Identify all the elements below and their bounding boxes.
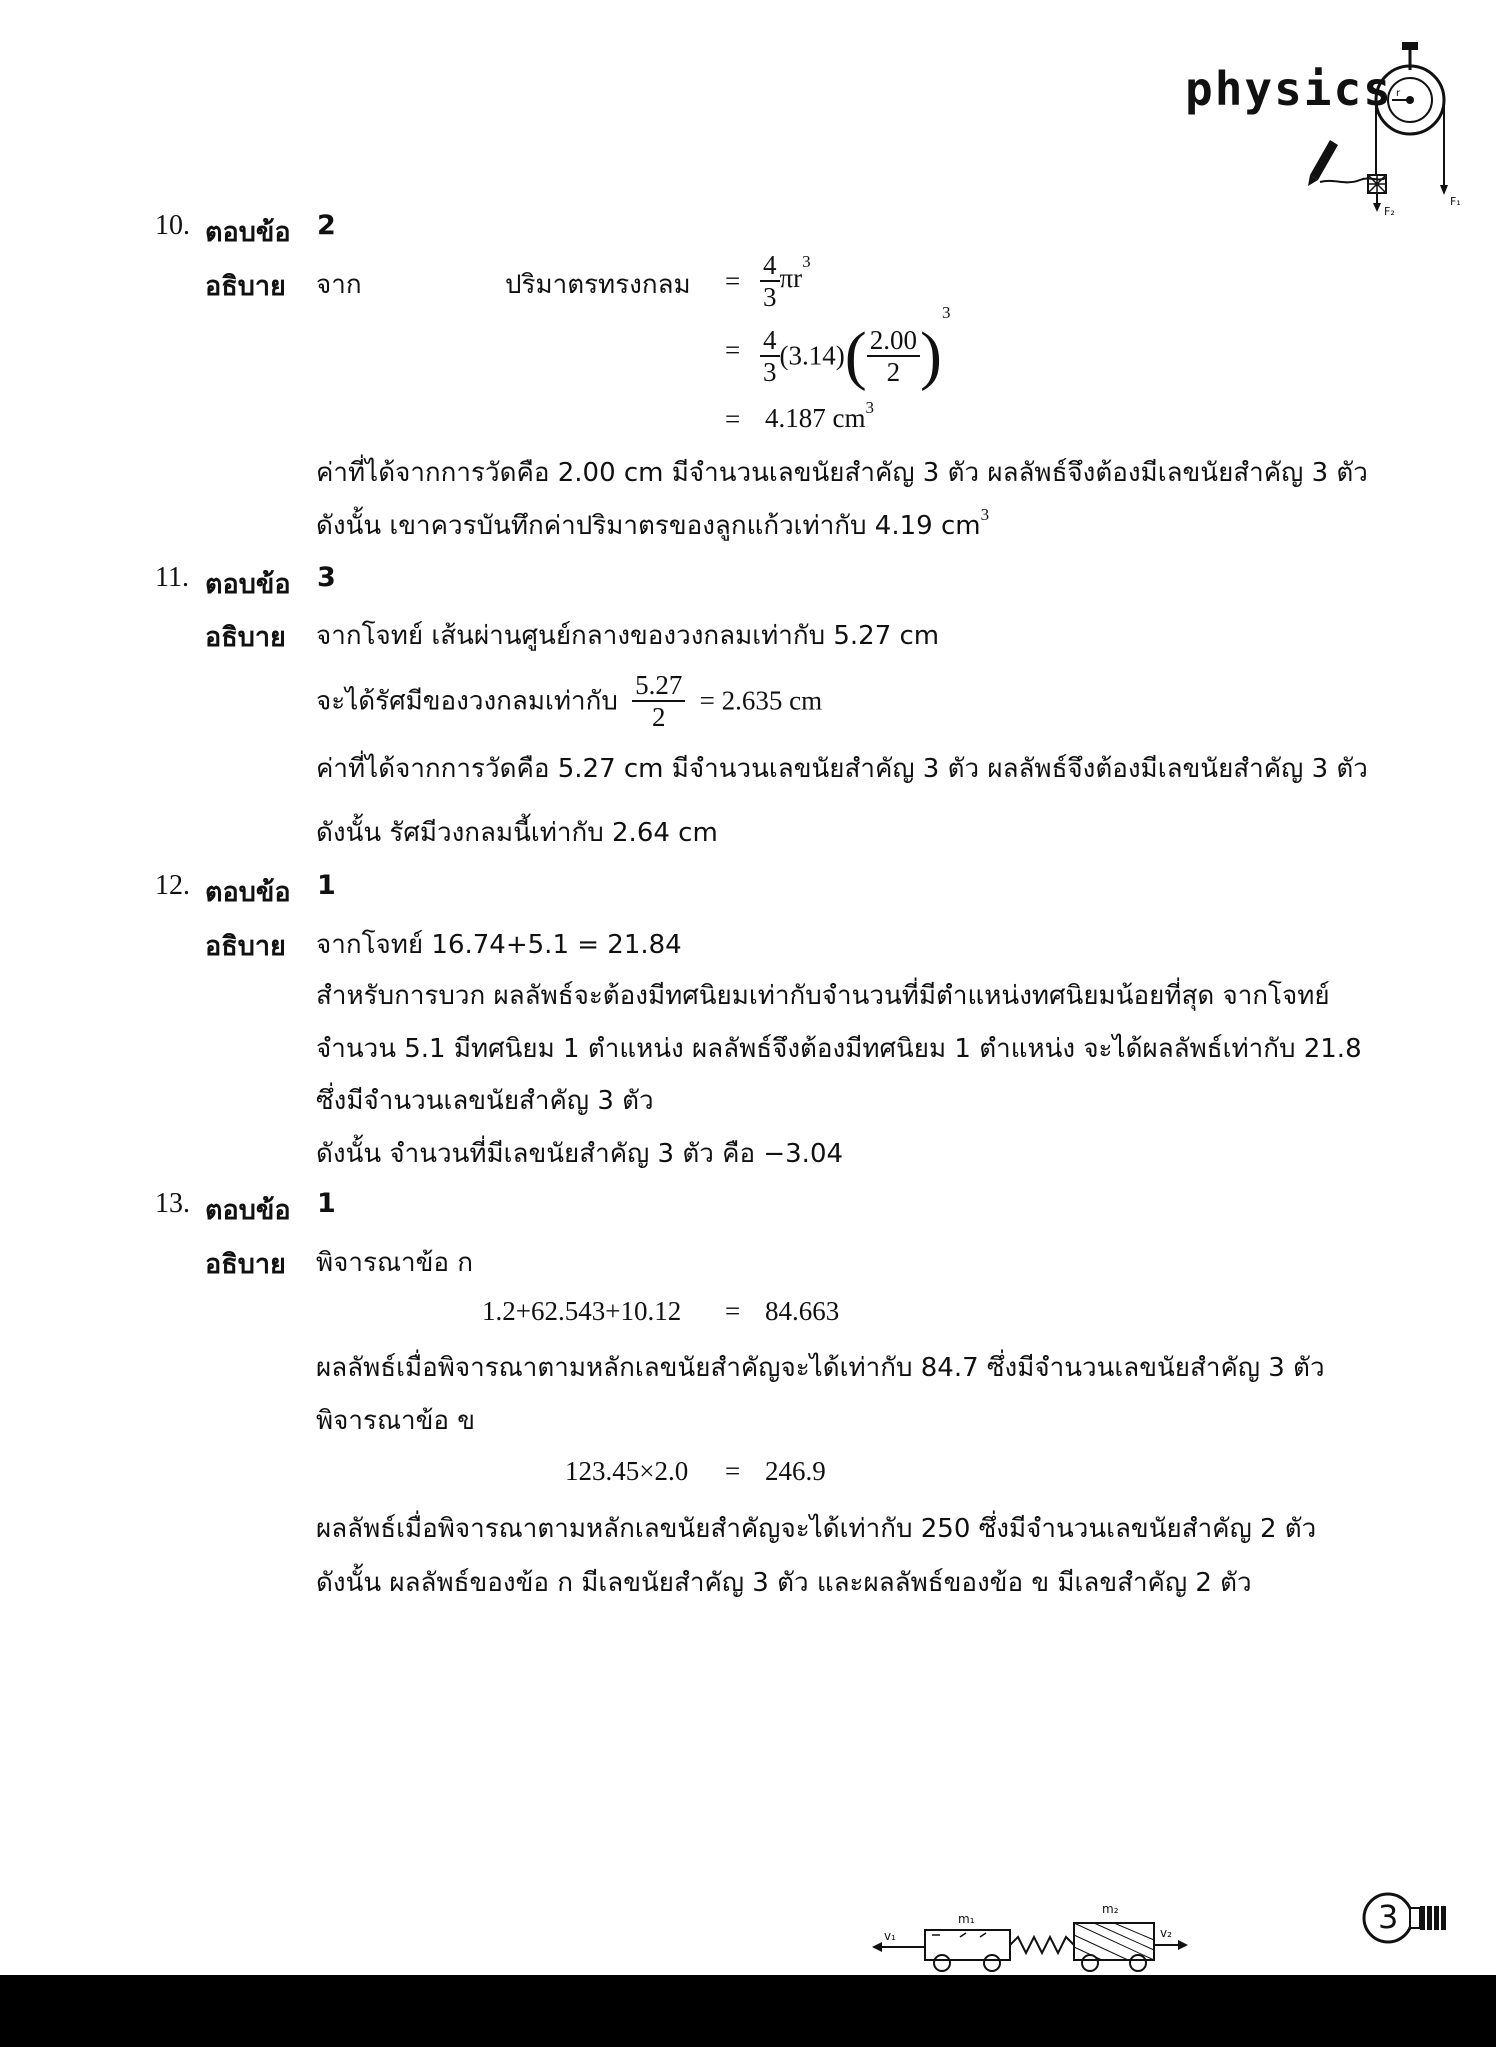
- q11-fraction: [632, 670, 685, 732]
- q11-line3: ค่าที่ได้จากการวัดคือ 5.27 cm มีจำนวนเลขนัยสำคัญ 3 ตัว ผลลัพธ์จึงต้องมีเลขนัยสำคัญ 3 ตัว: [316, 754, 1368, 784]
- q12-number: 12.: [155, 870, 190, 901]
- q11-number: 11.: [155, 562, 189, 593]
- q10-frac-den-b: 3: [763, 357, 777, 387]
- q13-number: 13.: [155, 1188, 190, 1219]
- v1-label: v₁: [884, 1929, 896, 1943]
- bottom-bar: [0, 1975, 1496, 2047]
- q11-line4: ดังนั้น รัศมีวงกลมนี้เท่ากับ 2.64 cm: [316, 818, 718, 848]
- q10-exp-1: 3: [802, 252, 811, 272]
- q13-eq1-rhs: 84.663: [765, 1296, 840, 1326]
- q10-result-value: 4.187 cm: [765, 403, 866, 433]
- q10-eq-3: =: [725, 404, 741, 434]
- pulley-r-label: r: [1396, 88, 1401, 99]
- q10-explain-label: อธิบาย: [205, 271, 286, 302]
- q10-fraction-4-3: [760, 250, 780, 312]
- q11-line2-pre: จะได้รัศมีของวงกลมเท่ากับ: [316, 686, 618, 717]
- q12-line3: จำนวน 5.1 มีทศนิยม 1 ตำแหน่ง ผลลัพธ์จึงต้องมีทศนิยม 1 ตำแหน่ง จะได้ผลลัพธ์เท่ากับ 21.8: [316, 1034, 1362, 1064]
- q11-line1: จากโจทย์ เส้นผ่านศูนย์กลางของวงกลมเท่ากับ 5.27 cm: [316, 621, 940, 651]
- q10-inner-num: 2.00: [867, 325, 920, 357]
- q13-line2: ผลลัพธ์เมื่อพิจารณาตามหลักเลขนัยสำคัญจะได้เท่ากับ 84.7 ซึ่งมีจำนวนเลขนัยสำคัญ 3 ตัว: [316, 1353, 1325, 1383]
- q10-step2: $\frac{4}{3}$ (3.14)( $\frac{2.00}{2}$ )$^3$: [760, 318, 950, 394]
- q11-frac-den: 2: [651, 702, 666, 732]
- q11-answer-label: ตอบข้อ: [205, 569, 291, 600]
- q13-line5: ดังนั้น ผลลัพธ์ของข้อ ก มีเลขนัยสำคัญ 3 ตัว และผลลัพธ์ของข้อ ข มีเลขสำคัญ 2 ตัว: [316, 1568, 1252, 1598]
- q10-exp-2: 3: [941, 303, 951, 323]
- q13-line4: ผลลัพธ์เมื่อพิจารณาตามหลักเลขนัยสำคัญจะได้เท่ากับ 250 ซึ่งมีจำนวนเลขนัยสำคัญ 2 ตัว: [316, 1514, 1317, 1544]
- q10-inner-den: 2: [886, 357, 901, 387]
- q13-line3: พิจารณาข้อ ข: [316, 1406, 476, 1436]
- m2-label: m₂: [1102, 1902, 1119, 1916]
- q11-frac-num: 5.27: [632, 670, 685, 702]
- q10-lhs: ปริมาตรทรงกลม: [505, 270, 691, 300]
- q12-answer-value: 1: [317, 870, 336, 901]
- pulley-f2-label: F₂: [1384, 205, 1395, 215]
- q10-number: 10.: [155, 210, 190, 241]
- m1-label: m₁: [958, 1912, 975, 1926]
- q10-result: [765, 398, 874, 434]
- q10-line2-exp: 3: [980, 505, 990, 525]
- q12-line4: ซึ่งมีจำนวนเลขนัยสำคัญ 3 ตัว: [316, 1086, 654, 1116]
- q10-inner-fraction: [867, 325, 920, 387]
- q10-eq-2: =: [725, 335, 741, 365]
- q13-eq1-lhs: 1.2+62.543+10.12: [482, 1296, 682, 1326]
- q10-step2-coef: (3.14): [779, 340, 845, 371]
- q10-line2: ดังนั้น เขาควรบันทึกค่าปริมาตรของลูกแก้วเท่ากับ 4.19 cm: [316, 511, 981, 541]
- v2-label: v₂: [1160, 1926, 1172, 1940]
- q11-line2: [316, 670, 822, 732]
- q11-explain-label: อธิบาย: [205, 622, 286, 653]
- q12-answer-label: ตอบข้อ: [205, 877, 291, 908]
- carts-spring-illustration: [870, 1895, 1190, 1975]
- q10-eq-1: =: [725, 266, 741, 296]
- pulley-f1-label: F₁: [1450, 195, 1461, 208]
- q13-explain-label: อธิบาย: [205, 1249, 286, 1280]
- q13-eq2-rhs: 246.9: [765, 1456, 826, 1486]
- q10-volume-formula: [760, 250, 811, 312]
- lightbulb-icon: [1360, 1888, 1460, 1948]
- q13-answer-label: ตอบข้อ: [205, 1195, 291, 1226]
- q12-explain-label: อธิบาย: [205, 931, 286, 962]
- q12-line5: ดังนั้น จำนวนที่มีเลขนัยสำคัญ 3 ตัว คือ −3.04: [316, 1139, 844, 1169]
- q10-line1: ค่าที่ได้จากการวัดคือ 2.00 cm มีจำนวนเลขนัยสำคัญ 3 ตัว ผลลัพธ์จึงต้องมีเลขนัยสำคัญ 3 ตัว: [316, 458, 1368, 488]
- q10-frac-den: 3: [763, 282, 777, 312]
- q12-line2: สำหรับการบวก ผลลัพธ์จะต้องมีทศนิยมเท่ากับจำนวนที่มีตำแหน่งทศนิยมน้อยที่สุด จากโจทย์: [316, 981, 1330, 1011]
- q10-line2-wrap: [316, 505, 989, 546]
- q11-line2-post: = 2.635 cm: [699, 685, 823, 716]
- q13-line1: พิจารณาข้อ ก: [316, 1248, 474, 1278]
- q10-frac-num-b: 4: [760, 325, 780, 357]
- logo-text: physics: [1185, 62, 1393, 116]
- q10-fraction-4-3-b: [760, 325, 780, 387]
- q13-eq2-sign: =: [725, 1456, 741, 1486]
- q12-line1: จากโจทย์ 16.74+5.1 = 21.84: [316, 930, 682, 960]
- q10-answer-value: 2: [317, 210, 336, 241]
- page-number: 3: [1378, 1898, 1399, 1936]
- q13-eq1-sign: =: [725, 1296, 741, 1326]
- q10-from-label: จาก: [316, 270, 362, 300]
- q10-exp-3: 3: [865, 398, 874, 417]
- pulley-icon: [1350, 40, 1470, 215]
- q13-answer-value: 1: [317, 1188, 336, 1219]
- q11-answer-value: 3: [317, 562, 336, 593]
- q10-frac-num: 4: [760, 250, 780, 282]
- q13-eq2-lhs: 123.45×2.0: [565, 1456, 689, 1486]
- q10-pi-r: πr: [779, 263, 803, 294]
- q10-answer-label: ตอบข้อ: [205, 217, 291, 248]
